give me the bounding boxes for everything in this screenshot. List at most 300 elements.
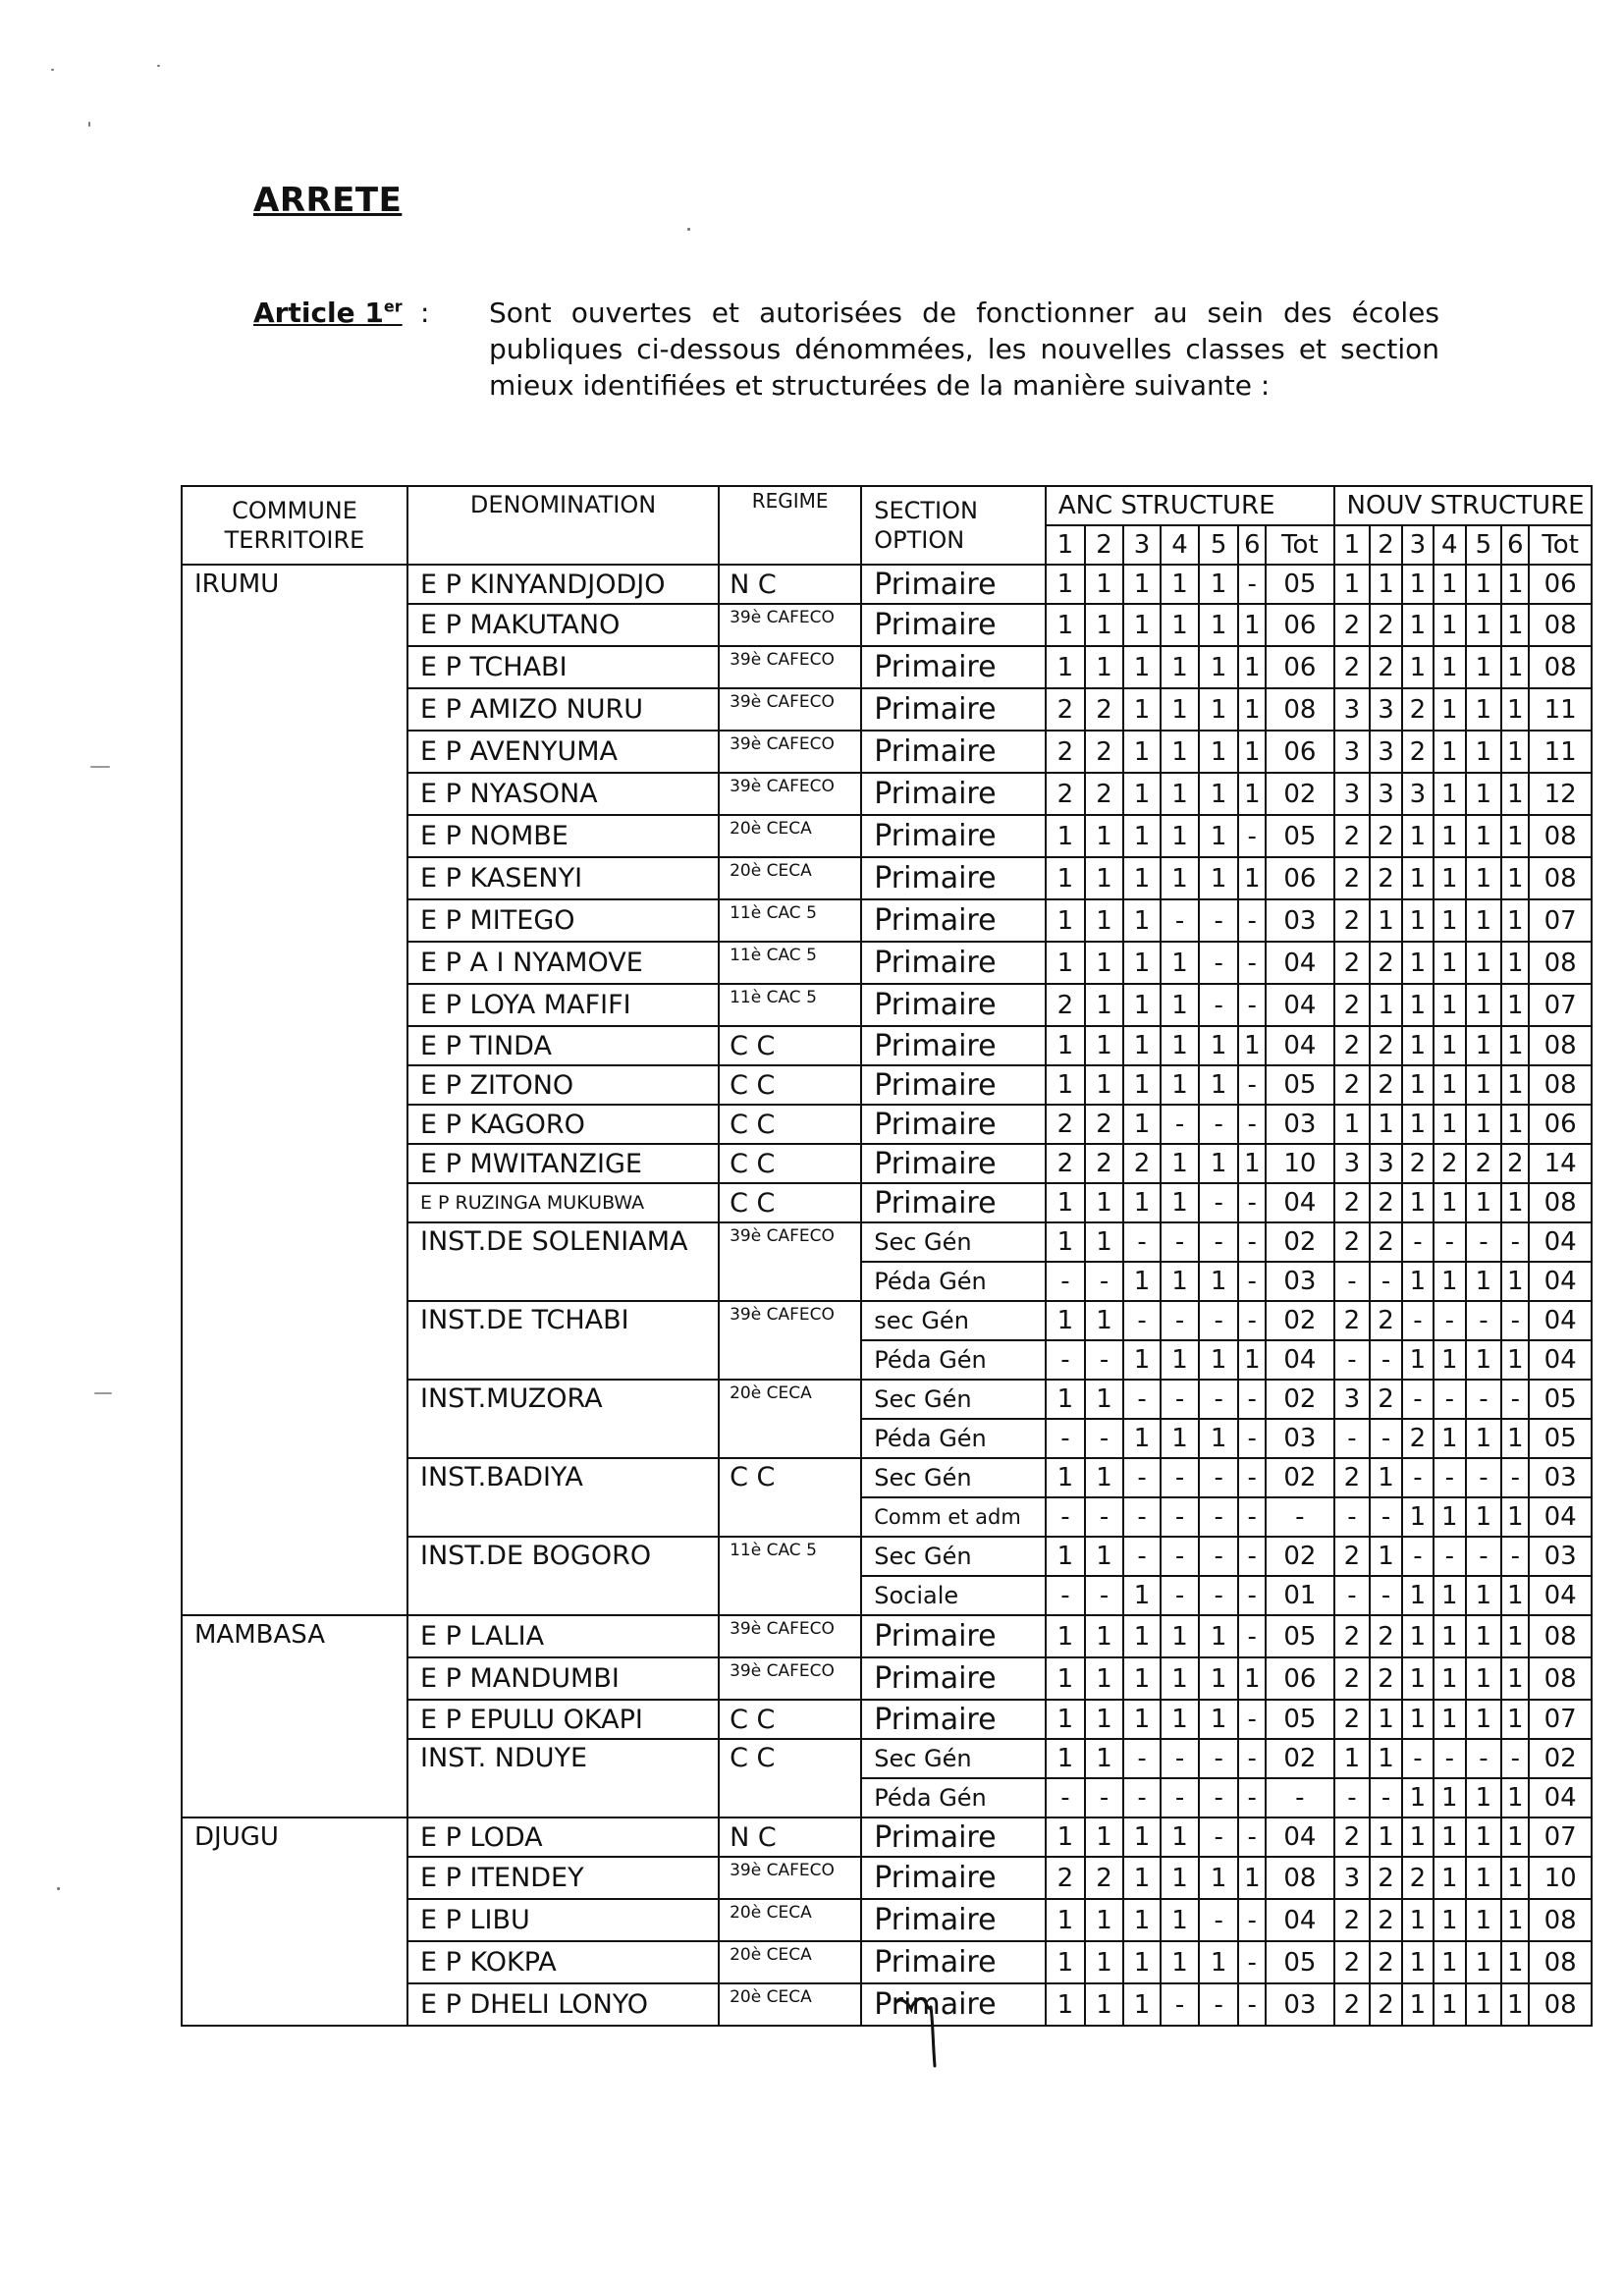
anc-class-cell: 1 [1085,1941,1123,1983]
anc-class-cell: 1 [1123,1657,1161,1700]
anc-class-cell: - [1123,1778,1161,1817]
nouv-class-cell: 1 [1501,1941,1529,1983]
anc-class-cell: 1 [1123,1941,1161,1983]
anc-class-cell: - [1046,1419,1085,1458]
anc-class-cell: - [1199,1817,1238,1857]
nouv-class-cell: - [1402,1739,1434,1778]
anc-class-cell: 1 [1123,646,1161,688]
anc-class-cell: 1 [1046,565,1085,604]
regime-cell: 11è CAC 5 [719,942,861,984]
nouv-class-cell: 3 [1334,1857,1371,1899]
anc-class-cell: - [1123,1301,1161,1340]
nouv-class-cell: - [1501,1380,1529,1419]
anc-total-cell: 06 [1266,857,1333,899]
anc-class-cell: 1 [1085,604,1123,646]
anc-class-cell: - [1123,1537,1161,1576]
nouv-class-cell: 1 [1402,1778,1434,1817]
anc-total-cell: 04 [1266,1899,1333,1941]
anc-class-cell: 1 [1046,1026,1085,1065]
nouv-class-cell: 1 [1434,1065,1465,1105]
anc-class-cell: 1 [1123,1615,1161,1657]
anc-class-cell: - [1238,565,1266,604]
anc-class-cell: - [1123,1458,1161,1497]
anc-class-cell: 1 [1199,1026,1238,1065]
anc-class-cell: 1 [1085,1899,1123,1941]
nouv-class-cell: - [1334,1419,1371,1458]
nouv-class-cell: 1 [1402,604,1434,646]
anc-class-cell: 1 [1238,1026,1266,1065]
anc-class-cell: - [1199,1537,1238,1576]
anc-class-cell: 1 [1161,1144,1199,1183]
anc-class-cell: 1 [1161,1065,1199,1105]
anc-class-cell: - [1161,1380,1199,1419]
nouv-class-cell: 1 [1402,1700,1434,1739]
anc-class-cell: 2 [1085,1144,1123,1183]
nouv-class-cell: 1 [1402,1340,1434,1380]
section-option-cell: Primaire [861,899,1046,942]
anc-col-header: Tot [1266,525,1333,565]
header-denomination: DENOMINATION [407,486,719,565]
anc-col-header: 1 [1046,525,1085,565]
anc-class-cell: 1 [1238,857,1266,899]
nouv-class-cell: 1 [1501,857,1529,899]
anc-class-cell: - [1199,1222,1238,1262]
nouv-class-cell: - [1466,1458,1502,1497]
nouv-total-cell: 08 [1529,942,1592,984]
anc-total-cell: - [1266,1778,1333,1817]
nouv-col-header: 5 [1466,525,1502,565]
school-name: E P LALIA [407,1615,719,1657]
nouv-class-cell: 1 [1402,1183,1434,1222]
scan-speck [90,766,110,768]
anc-class-cell: 1 [1238,646,1266,688]
nouv-class-cell: - [1434,1537,1465,1576]
nouv-class-cell: 1 [1434,984,1465,1026]
nouv-class-cell: 1 [1434,1497,1465,1537]
anc-class-cell: 1 [1085,899,1123,942]
anc-class-cell: 1 [1046,1983,1085,2026]
anc-class-cell: 2 [1123,1144,1161,1183]
regime-cell: 20è CECA [719,857,861,899]
anc-class-cell: 2 [1046,984,1085,1026]
anc-class-cell: 1 [1199,1065,1238,1105]
anc-class-cell: - [1238,1778,1266,1817]
section-option-cell: Péda Gén [861,1419,1046,1458]
anc-class-cell: 1 [1123,1026,1161,1065]
nouv-class-cell: 1 [1402,899,1434,942]
anc-class-cell: 1 [1085,1183,1123,1222]
nouv-class-cell: 1 [1501,1340,1529,1380]
anc-class-cell: 1 [1199,688,1238,731]
anc-col-header: 3 [1123,525,1161,565]
anc-class-cell: 1 [1161,1817,1199,1857]
school-name: E P ITENDEY [407,1857,719,1899]
anc-class-cell: 1 [1123,1262,1161,1301]
anc-class-cell: 1 [1161,731,1199,773]
anc-class-cell: 1 [1046,604,1085,646]
nouv-total-cell: 06 [1529,1105,1592,1144]
section-option-cell: Sec Gén [861,1537,1046,1576]
school-name: E P EPULU OKAPI [407,1700,719,1739]
anc-total-cell: 08 [1266,688,1333,731]
regime-cell: 39è CAFECO [719,731,861,773]
anc-total-cell: 03 [1266,1983,1333,2026]
nouv-total-cell: 04 [1529,1301,1592,1340]
nouv-class-cell: 1 [1434,1899,1465,1941]
nouv-class-cell: 2 [1370,1857,1401,1899]
nouv-total-cell: 08 [1529,857,1592,899]
school-name: INST.BADIYA [407,1458,719,1537]
nouv-class-cell: 1 [1434,1419,1465,1458]
nouv-class-cell: 2 [1334,1026,1371,1065]
anc-class-cell: 1 [1123,942,1161,984]
section-option-cell: Primaire [861,1615,1046,1657]
nouv-class-cell: 2 [1334,857,1371,899]
anc-class-cell: - [1123,1739,1161,1778]
nouv-total-cell: 05 [1529,1419,1592,1458]
section-option-cell: Primaire [861,1183,1046,1222]
anc-class-cell: 1 [1238,1857,1266,1899]
nouv-class-cell: 1 [1501,1419,1529,1458]
school-name: E P A I NYAMOVE [407,942,719,984]
nouv-col-header: 1 [1334,525,1371,565]
anc-class-cell: 2 [1046,1105,1085,1144]
anc-class-cell: - [1238,1817,1266,1857]
nouv-class-cell: 1 [1466,1497,1502,1537]
anc-class-cell: 1 [1199,565,1238,604]
section-option-cell: Péda Gén [861,1262,1046,1301]
nouv-class-cell: 1 [1501,899,1529,942]
regime-cell: C C [719,1739,861,1817]
nouv-class-cell: 1 [1370,1458,1401,1497]
anc-class-cell: 1 [1199,1700,1238,1739]
nouv-class-cell: 1 [1466,815,1502,857]
anc-class-cell: 1 [1085,565,1123,604]
nouv-total-cell: 07 [1529,1817,1592,1857]
anc-class-cell: 1 [1085,1301,1123,1340]
regime-cell: 20è CECA [719,1941,861,1983]
header-commune-territoire: COMMUNE TERRITOIRE [182,486,407,565]
anc-class-cell: 1 [1199,604,1238,646]
section-option-cell: Primaire [861,565,1046,604]
article-label: Article 1er [253,297,403,329]
section-option-cell: Sec Gén [861,1222,1046,1262]
table-body [182,565,1592,2026]
anc-class-cell: 1 [1199,1340,1238,1380]
nouv-class-cell: 1 [1501,1262,1529,1301]
regime-cell: C C [719,1026,861,1065]
nouv-class-cell: 1 [1501,1576,1529,1615]
nouv-class-cell: 1 [1501,815,1529,857]
nouv-class-cell: 2 [1466,1144,1502,1183]
anc-class-cell: 1 [1085,646,1123,688]
anc-class-cell: 1 [1123,1857,1161,1899]
anc-class-cell: 1 [1161,565,1199,604]
nouv-total-cell: 08 [1529,815,1592,857]
anc-class-cell: - [1238,942,1266,984]
regime-cell: C C [719,1065,861,1105]
anc-class-cell: 1 [1046,1301,1085,1340]
anc-class-cell: - [1199,1899,1238,1941]
regime-cell: 39è CAFECO [719,773,861,815]
anc-class-cell: - [1161,899,1199,942]
anc-class-cell: 2 [1046,773,1085,815]
school-name: INST.DE SOLENIAMA [407,1222,719,1301]
nouv-class-cell: 2 [1402,1144,1434,1183]
nouv-class-cell: 2 [1334,899,1371,942]
nouv-class-cell: - [1334,1497,1371,1537]
nouv-class-cell: - [1466,1380,1502,1419]
regime-cell: 11è CAC 5 [719,1537,861,1615]
nouv-class-cell: 1 [1402,857,1434,899]
nouv-total-cell: 08 [1529,1026,1592,1065]
anc-class-cell: 1 [1238,1340,1266,1380]
nouv-class-cell: 1 [1501,688,1529,731]
anc-class-cell: 1 [1161,773,1199,815]
anc-class-cell: 1 [1046,1065,1085,1105]
nouv-total-cell: 08 [1529,1983,1592,2026]
anc-class-cell: 1 [1085,1537,1123,1576]
school-name: E P TCHABI [407,646,719,688]
anc-class-cell: - [1161,1778,1199,1817]
nouv-class-cell: - [1402,1301,1434,1340]
anc-class-cell: - [1238,1700,1266,1739]
nouv-total-cell: 08 [1529,1615,1592,1657]
nouv-class-cell: 1 [1434,942,1465,984]
anc-class-cell: - [1199,1380,1238,1419]
header-nouv-structure: NOUV STRUCTURE [1334,486,1592,525]
table-row [182,1817,1592,1857]
anc-class-cell: 1 [1238,688,1266,731]
anc-total-cell: 06 [1266,731,1333,773]
section-option-cell: Primaire [861,857,1046,899]
anc-class-cell: 1 [1123,1817,1161,1857]
anc-class-cell: 1 [1199,1144,1238,1183]
anc-class-cell: - [1161,1983,1199,2026]
anc-class-cell: - [1238,1497,1266,1537]
nouv-class-cell: 1 [1501,1700,1529,1739]
nouv-class-cell: 1 [1402,565,1434,604]
nouv-class-cell: 1 [1434,857,1465,899]
nouv-total-cell: 08 [1529,646,1592,688]
nouv-class-cell: - [1466,1222,1502,1262]
nouv-class-cell: 2 [1334,984,1371,1026]
nouv-class-cell: 2 [1334,942,1371,984]
anc-class-cell: - [1238,899,1266,942]
section-option-cell: Primaire [861,815,1046,857]
regime-cell: 20è CECA [719,1380,861,1458]
nouv-class-cell: - [1501,1537,1529,1576]
anc-class-cell: - [1238,815,1266,857]
scan-speck [88,122,90,127]
anc-class-cell: 2 [1085,731,1123,773]
anc-class-cell: 1 [1085,1026,1123,1065]
nouv-class-cell: 1 [1402,1576,1434,1615]
nouv-total-cell: 04 [1529,1340,1592,1380]
school-name: E P NYASONA [407,773,719,815]
nouv-class-cell: 1 [1501,984,1529,1026]
anc-class-cell: 1 [1046,1657,1085,1700]
section-option-cell: Primaire [861,773,1046,815]
nouv-class-cell: 1 [1501,646,1529,688]
nouv-class-cell: 1 [1434,731,1465,773]
anc-class-cell: - [1085,1778,1123,1817]
anc-class-cell: - [1046,1778,1085,1817]
anc-class-cell: 1 [1046,815,1085,857]
anc-class-cell: 2 [1085,1105,1123,1144]
anc-class-cell: 1 [1123,604,1161,646]
nouv-total-cell: 11 [1529,731,1592,773]
table-header [182,486,1592,565]
anc-total-cell: 05 [1266,1065,1333,1105]
nouv-class-cell: 1 [1434,773,1465,815]
anc-total-cell: 05 [1266,1615,1333,1657]
anc-class-cell: 1 [1199,1941,1238,1983]
nouv-class-cell: - [1434,1458,1465,1497]
anc-class-cell: 1 [1199,646,1238,688]
nouv-total-cell: 11 [1529,688,1592,731]
nouv-class-cell: - [1334,1340,1371,1380]
nouv-class-cell: 2 [1370,815,1401,857]
anc-class-cell: - [1123,1497,1161,1537]
nouv-col-header: 4 [1434,525,1465,565]
nouv-class-cell: 1 [1466,1026,1502,1065]
nouv-class-cell: 1 [1466,688,1502,731]
anc-class-cell: 1 [1199,773,1238,815]
nouv-class-cell: - [1402,1380,1434,1419]
nouv-class-cell: 1 [1466,565,1502,604]
nouv-class-cell: 1 [1434,1576,1465,1615]
school-name: E P RUZINGA MUKUBWA [407,1183,719,1222]
nouv-class-cell: 1 [1402,1899,1434,1941]
nouv-class-cell: 2 [1334,1458,1371,1497]
nouv-class-cell: 1 [1402,1983,1434,2026]
anc-class-cell: - [1199,1301,1238,1340]
nouv-class-cell: 2 [1334,1899,1371,1941]
anc-class-cell: 1 [1046,1183,1085,1222]
school-name: E P MWITANZIGE [407,1144,719,1183]
nouv-class-cell: 1 [1466,1615,1502,1657]
school-name: E P MAKUTANO [407,604,719,646]
anc-class-cell: 1 [1123,815,1161,857]
nouv-class-cell: 3 [1370,1144,1401,1183]
anc-total-cell: 04 [1266,1026,1333,1065]
school-name: E P AMIZO NURU [407,688,719,731]
anc-class-cell: - [1238,1262,1266,1301]
anc-class-cell: - [1238,1983,1266,2026]
school-name: E P MITEGO [407,899,719,942]
anc-class-cell: - [1199,942,1238,984]
anc-class-cell: 2 [1085,773,1123,815]
anc-class-cell: - [1238,1419,1266,1458]
anc-total-cell: 04 [1266,1817,1333,1857]
anc-class-cell: 1 [1085,1817,1123,1857]
anc-class-cell: - [1161,1458,1199,1497]
anc-class-cell: 1 [1238,731,1266,773]
nouv-class-cell: - [1501,1222,1529,1262]
regime-cell: C C [719,1105,861,1144]
nouv-total-cell: 05 [1529,1380,1592,1419]
nouv-class-cell: 2 [1402,1419,1434,1458]
anc-class-cell: 1 [1161,942,1199,984]
anc-class-cell: 1 [1046,1615,1085,1657]
nouv-class-cell: 1 [1370,1739,1401,1778]
anc-class-cell: - [1161,1497,1199,1537]
nouv-class-cell: - [1434,1301,1465,1340]
anc-class-cell: 1 [1046,857,1085,899]
nouv-class-cell: 1 [1501,604,1529,646]
nouv-class-cell: 2 [1370,1657,1401,1700]
nouv-col-header: 3 [1402,525,1434,565]
anc-class-cell: 1 [1046,1700,1085,1739]
nouv-class-cell: 1 [1334,565,1371,604]
section-option-cell: Sec Gén [861,1739,1046,1778]
section-option-cell: Sec Gén [861,1458,1046,1497]
nouv-class-cell: 1 [1466,1700,1502,1739]
nouv-class-cell: - [1501,1301,1529,1340]
nouv-class-cell: 1 [1434,815,1465,857]
nouv-class-cell: 2 [1370,1615,1401,1657]
nouv-class-cell: 1 [1434,688,1465,731]
anc-class-cell: - [1123,1222,1161,1262]
anc-col-header: 2 [1085,525,1123,565]
anc-class-cell: - [1161,1537,1199,1576]
article-colon: : [420,297,430,329]
nouv-class-cell: 1 [1434,604,1465,646]
section-option-cell: Péda Gén [861,1340,1046,1380]
regime-cell: 39è CAFECO [719,1222,861,1301]
anc-class-cell: 1 [1046,942,1085,984]
nouv-class-cell: 1 [1466,731,1502,773]
anc-class-cell: 1 [1238,773,1266,815]
regime-cell: C C [719,1144,861,1183]
nouv-class-cell: 1 [1466,1419,1502,1458]
regime-cell: 20è CECA [719,815,861,857]
nouv-class-cell: - [1402,1537,1434,1576]
nouv-class-cell: 2 [1334,1537,1371,1576]
anc-total-cell: 03 [1266,899,1333,942]
anc-class-cell: - [1161,1739,1199,1778]
nouv-class-cell: 1 [1466,857,1502,899]
school-name: E P KASENYI [407,857,719,899]
anc-class-cell: 1 [1238,1144,1266,1183]
nouv-class-cell: 1 [1501,1899,1529,1941]
document-heading: ARRETE [253,181,403,220]
scan-speck [57,1887,60,1890]
nouv-col-header: 6 [1501,525,1529,565]
anc-class-cell: - [1238,1301,1266,1340]
school-name: E P KOKPA [407,1941,719,1983]
nouv-class-cell: 2 [1501,1144,1529,1183]
nouv-class-cell: 1 [1434,565,1465,604]
anc-class-cell: 1 [1123,899,1161,942]
anc-class-cell: 1 [1123,565,1161,604]
anc-total-cell: 06 [1266,604,1333,646]
nouv-class-cell: 2 [1370,1983,1401,2026]
anc-class-cell: 1 [1046,1817,1085,1857]
anc-class-cell: 2 [1085,1857,1123,1899]
anc-class-cell: 1 [1085,1739,1123,1778]
nouv-total-cell: 04 [1529,1222,1592,1262]
nouv-class-cell: 1 [1434,1817,1465,1857]
anc-class-cell: - [1238,1576,1266,1615]
nouv-total-cell: 12 [1529,773,1592,815]
nouv-class-cell: 1 [1434,1615,1465,1657]
nouv-class-cell: 1 [1501,1065,1529,1105]
anc-class-cell: - [1161,1105,1199,1144]
anc-total-cell: 02 [1266,1380,1333,1419]
nouv-class-cell: 1 [1402,1262,1434,1301]
